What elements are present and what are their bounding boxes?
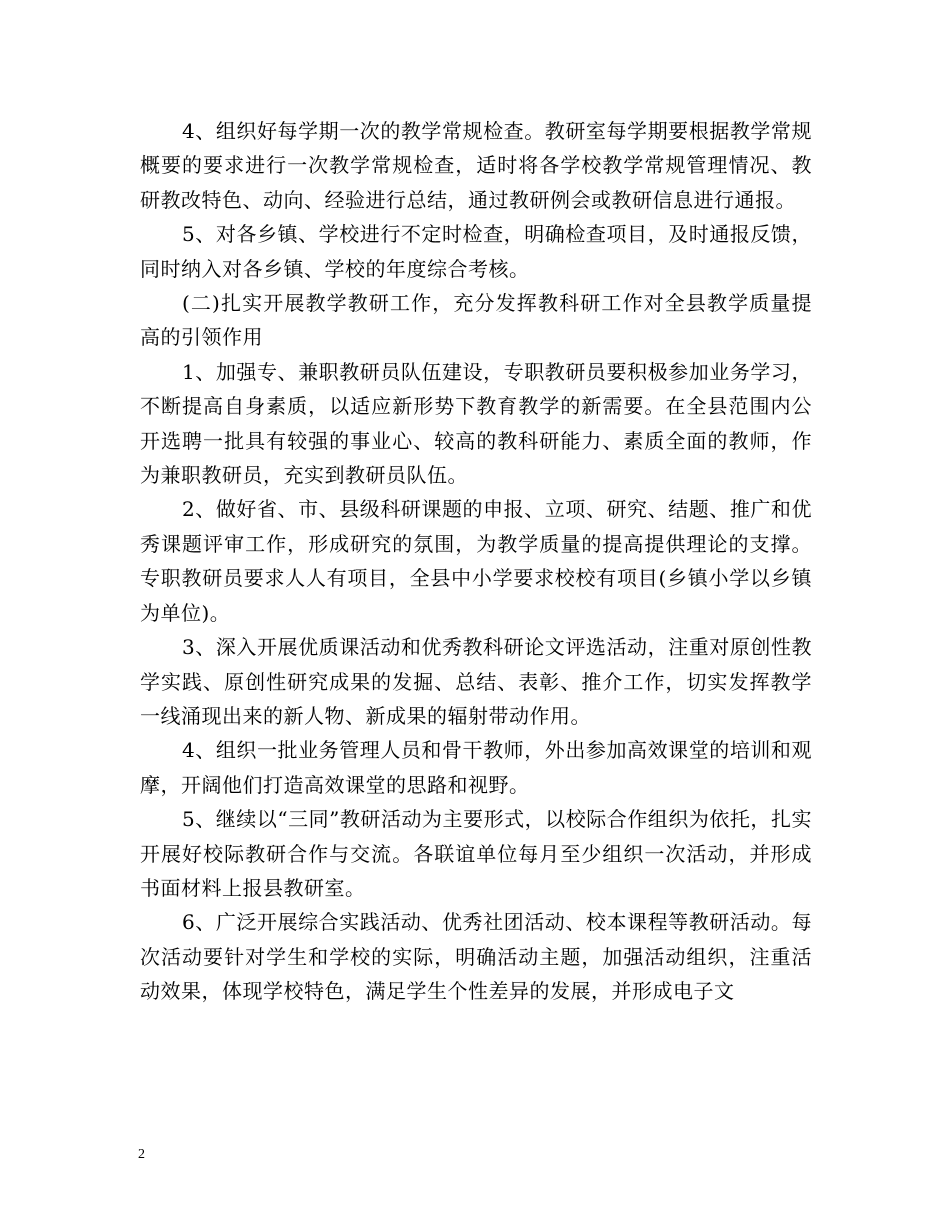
paragraph-item-4-training: 4、组织一批业务管理人员和骨干教师，外出参加高效课堂的培训和观摩，开阔他们打造高效课堂的思路和视野。 xyxy=(140,738,812,797)
paragraph-item-3-quality-lessons: 3、深入开展优质课活动和优秀教科研论文评选活动，注重对原创性教学实践、原创性研究成果的发掘、总结、表彰、推介工作，切实发挥教学一线涌现出来的新人物、新成果的辐射带动作用。 xyxy=(140,635,812,728)
paragraph-item-2-research-projects: 2、做好省、市、县级科研课题的申报、立项、研究、结题、推广和优秀课题评审工作，形成研究的氛围，为教学质量的提高提供理论的支撑。专职教研员要求人人有项目，全县中小学要求校校有项目(乡镇小学以乡镇为单位)。 xyxy=(140,497,812,625)
paragraph-item-5-random-inspection: 5、对各乡镇、学校进行不定时检查，明确检查项目，及时通报反馈，同时纳入对各乡镇、学校的年度综合考核。 xyxy=(140,222,812,281)
page-number: 2 xyxy=(138,1147,145,1162)
paragraph-item-6-activities: 6、广泛开展综合实践活动、优秀社团活动、校本课程等教研活动。每次活动要针对学生和学校的实际，明确活动主题，加强活动组织，注重活动效果，体现学校特色，满足学生个性差异的发展，并形成电子文 xyxy=(140,910,812,1004)
paragraph-item-1-staff-building: 1、加强专、兼职教研员队伍建设，专职教研员要积极参加业务学习，不断提高自身素质，以适应新形势下教育教学的新需要。在全县范围内公开选聘一批具有较强的事业心、较高的教科研能力、素质全面的教师，作为兼职教研员，充实到教研员队伍。 xyxy=(140,359,812,488)
paragraph-item-4-routine-inspection: 4、组织好每学期一次的教学常规检查。教研室每学期要根据教学常规概要的要求进行一次教学常规检查，适时将各学校教学常规管理情况、教研教改特色、动向、经验进行总结，通过教研例会或教研信息进行通报。 xyxy=(140,119,812,212)
document-body xyxy=(140,114,812,1009)
paragraph-item-5-cooperation: 5、继续以“三同”教研活动为主要形式，以校际合作组织为依托，扎实开展好校际教研合作与交流。各联谊单位每月至少组织一次活动，并形成书面材料上报县教研室。 xyxy=(140,807,812,900)
section-heading-2: (二)扎实开展教学教研工作，充分发挥教科研工作对全县教学质量提高的引领作用 xyxy=(140,291,812,350)
